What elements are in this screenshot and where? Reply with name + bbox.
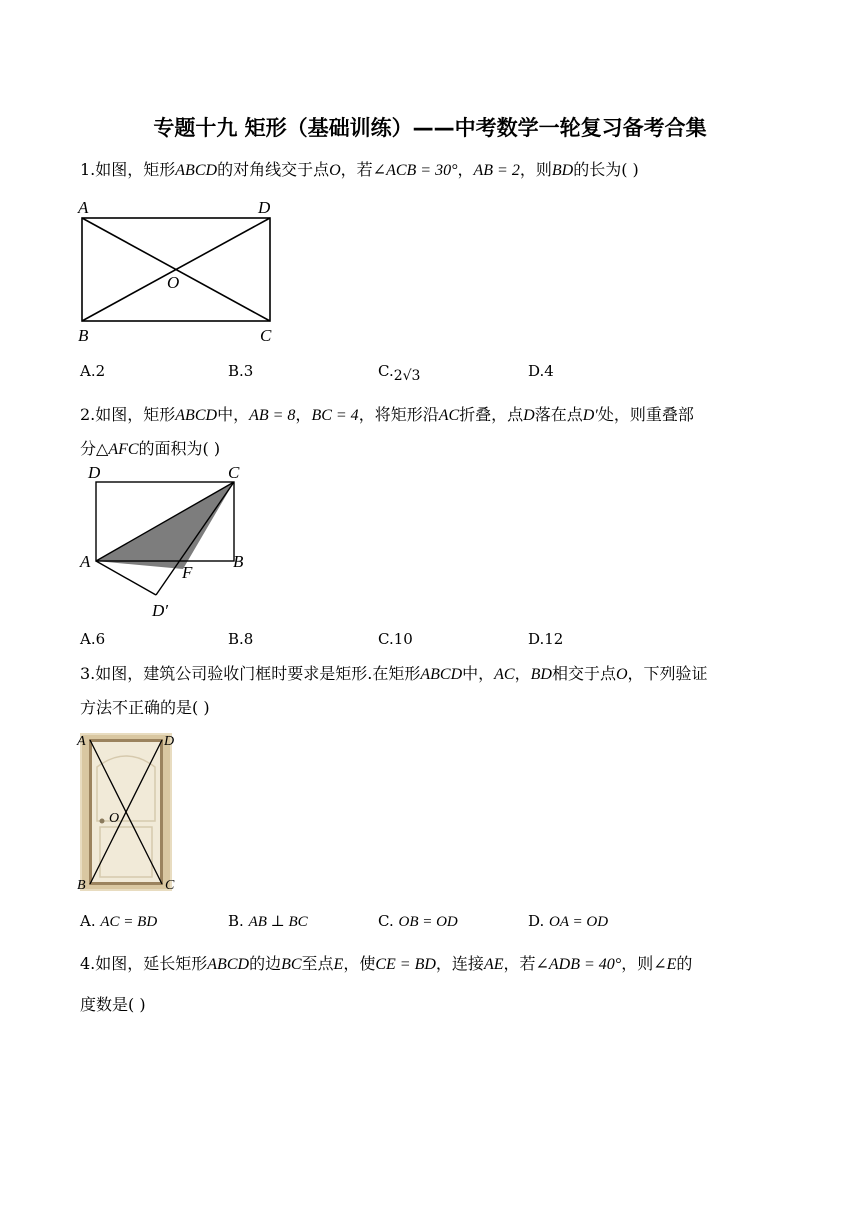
q2-option-a: A.6 <box>80 630 106 648</box>
q1-option-c: C.2√3 <box>378 362 421 384</box>
label-A: A <box>78 198 89 217</box>
door-photo <box>77 733 175 893</box>
label-C: C <box>165 878 175 893</box>
label-C: C <box>260 326 272 345</box>
question-3-figure <box>77 733 175 893</box>
q3-option-d: D. OA = OD <box>528 912 609 930</box>
q2-option-d: D.12 <box>528 630 564 648</box>
label-D: D <box>88 463 101 482</box>
label-O: O <box>109 811 120 826</box>
question-4-stem: 4.如图，延长矩形ABCD的边BC至点E，使CE = BD，连接AE，若∠ADB = 40°，则∠E的 度数是( ) <box>80 954 693 1014</box>
q1-option-a: A.2 <box>80 362 106 380</box>
label-A: A <box>80 552 91 571</box>
q3-option-b: B. AB ⊥ BC <box>228 912 308 930</box>
label-D: D <box>164 734 175 749</box>
q1-option-b: B.3 <box>228 362 254 380</box>
q1-option-d: D.4 <box>528 362 554 380</box>
label-B: B <box>78 326 89 345</box>
label-B: B <box>233 552 244 571</box>
label-B: B <box>77 878 86 893</box>
label-F: F <box>182 563 193 582</box>
q2-option-b: B.8 <box>228 630 254 648</box>
question-3-stem: 3.如图，建筑公司验收门框时要求是矩形.在矩形ABCD中，AC，BD相交于点O，下列验证 方法不正确的是( ) <box>80 664 708 717</box>
label-O: O <box>167 273 180 292</box>
q3-option-a: A. AC = BD <box>80 912 158 930</box>
q3-option-c: C. OB = OD <box>378 912 458 930</box>
question-2-stem: 2.如图，矩形ABCD中，AB = 8，BC = 4，将矩形沿AC折叠，点D落在点D′处，则重叠部 分△AFC的面积为( ) <box>80 405 694 458</box>
question-2-figure <box>78 462 268 624</box>
question-1-stem: 1.如图，矩形ABCD的对角线交于点O，若∠ACB = 30°，AB = 2，则BD的长为( ) <box>80 160 639 179</box>
label-D-prime: D′ <box>152 601 168 620</box>
label-A: A <box>77 734 86 749</box>
label-D: D <box>258 198 271 217</box>
q2-option-c: C.10 <box>378 630 413 648</box>
label-C: C <box>228 463 240 482</box>
page-title: 专题十九 矩形（基础训练）——中考数学一轮复习备考合集 <box>153 116 707 140</box>
question-1-figure <box>74 196 284 346</box>
